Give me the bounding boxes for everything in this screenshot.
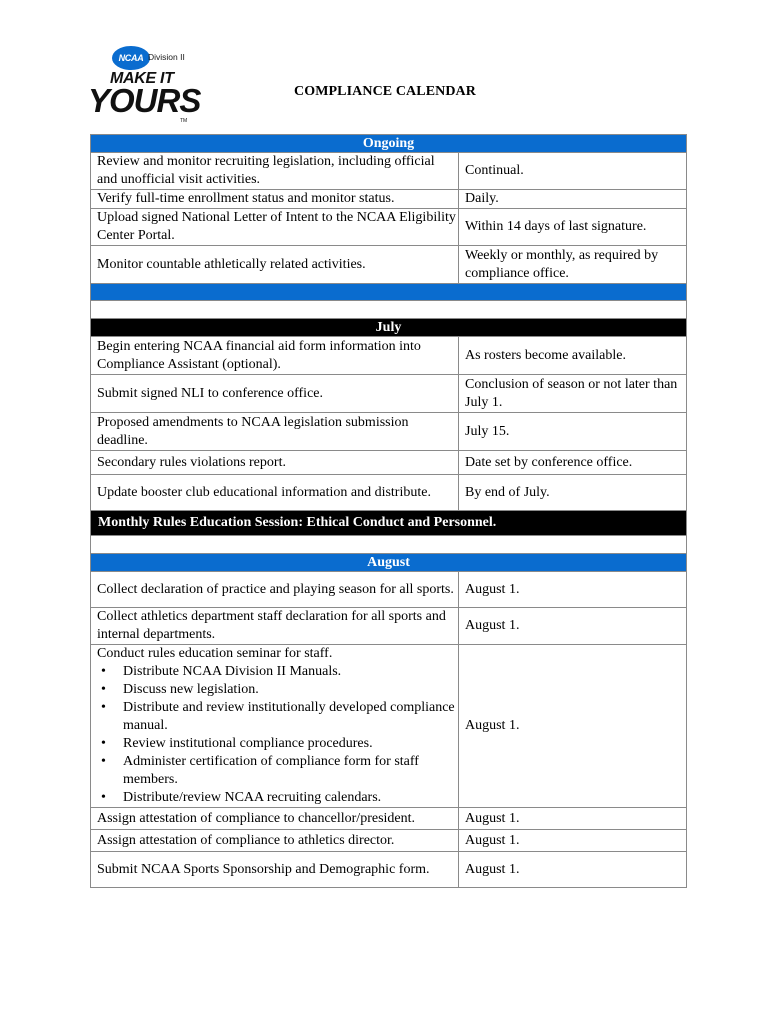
task-cell — [91, 645, 459, 808]
timing-cell: Within 14 days of last signature. — [459, 209, 687, 246]
timing-cell: Daily. — [459, 190, 687, 209]
task-cell: Submit signed NLI to conference office. — [91, 375, 459, 413]
seminar-bullet-list — [97, 663, 458, 807]
section-title: July — [91, 319, 687, 337]
table-row — [91, 808, 687, 830]
section-header-august — [91, 554, 687, 572]
timing-cell: Weekly or monthly, as required by compliance office. — [459, 246, 687, 284]
list-item: • Distribute and review institutionally developed compliance manual. — [97, 699, 458, 735]
spacer-row — [91, 301, 687, 319]
list-item: • Distribute NCAA Division II Manuals. — [97, 663, 458, 681]
timing-cell: July 15. — [459, 413, 687, 451]
section-divider — [91, 284, 687, 301]
timing-cell: August 1. — [459, 572, 687, 608]
table-row — [91, 246, 687, 284]
timing-cell: Date set by conference office. — [459, 451, 687, 475]
logo-yours-text: YOURS — [88, 82, 201, 119]
timing-cell: By end of July. — [459, 475, 687, 511]
table-row — [91, 190, 687, 209]
logo-trademark: TM — [180, 118, 188, 124]
table-row — [91, 830, 687, 852]
task-cell: Monitor countable athletically related activities. — [91, 246, 459, 284]
table-row — [91, 153, 687, 190]
section-title: Ongoing — [91, 135, 687, 153]
task-cell: Update booster club educational information and distribute. — [91, 475, 459, 511]
list-item: • Administer certification of compliance form for staff members. — [97, 753, 458, 789]
table-row — [91, 572, 687, 608]
session-title: Monthly Rules Education Session: Ethical Conduct and Personnel. — [91, 511, 687, 536]
table-row — [91, 413, 687, 451]
task-cell: Begin entering NCAA financial aid form information into Compliance Assistant (optional). — [91, 337, 459, 375]
timing-cell: August 1. — [459, 830, 687, 852]
timing-cell: August 1. — [459, 608, 687, 645]
table-row — [91, 209, 687, 246]
task-cell: Secondary rules violations report. — [91, 451, 459, 475]
compliance-calendar-table — [90, 134, 687, 888]
logo-division-text: Division II — [148, 52, 185, 62]
task-cell: Assign attestation of compliance to chancellor/president. — [91, 808, 459, 830]
task-cell: Submit NCAA Sports Sponsorship and Demographic form. — [91, 852, 459, 888]
section-header-ongoing — [91, 135, 687, 153]
spacer-row — [91, 536, 687, 554]
section-title: August — [91, 554, 687, 572]
timing-cell: As rosters become available. — [459, 337, 687, 375]
task-cell: Proposed amendments to NCAA legislation submission deadline. — [91, 413, 459, 451]
table-row — [91, 337, 687, 375]
list-item: • Distribute/review NCAA recruiting calendars. — [97, 789, 458, 807]
logo-make-it-text: MAKE IT — [110, 70, 174, 87]
timing-cell: Conclusion of season or not later than July 1. — [459, 375, 687, 413]
ncaa-badge-icon — [112, 46, 150, 70]
task-cell: Upload signed National Letter of Intent to the NCAA Eligibility Center Portal. — [91, 209, 459, 246]
table-row — [91, 451, 687, 475]
section-header-july — [91, 319, 687, 337]
table-row — [91, 608, 687, 645]
task-cell: Collect athletics department staff declaration for all sports and internal departments. — [91, 608, 459, 645]
table-row — [91, 852, 687, 888]
list-item: • Discuss new legislation. — [97, 681, 458, 699]
table-row — [91, 475, 687, 511]
timing-cell: August 1. — [459, 645, 687, 808]
table-row — [91, 645, 687, 808]
task-cell: Review and monitor recruiting legislation, including official and unofficial visit activities. — [91, 153, 459, 190]
list-item: • Review institutional compliance procedures. — [97, 735, 458, 753]
seminar-intro: Conduct rules education seminar for staff. — [97, 646, 333, 661]
timing-cell: August 1. — [459, 852, 687, 888]
task-cell: Assign attestation of compliance to athletics director. — [91, 830, 459, 852]
task-cell: Collect declaration of practice and playing season for all sports. — [91, 572, 459, 608]
task-cell: Verify full-time enrollment status and monitor status. — [91, 190, 459, 209]
page-title: COMPLIANCE CALENDAR — [294, 84, 476, 99]
timing-cell: August 1. — [459, 808, 687, 830]
logo-badge-text: NCAA — [118, 53, 144, 63]
rules-education-session-row — [91, 511, 687, 536]
timing-cell: Continual. — [459, 153, 687, 190]
table-row — [91, 375, 687, 413]
